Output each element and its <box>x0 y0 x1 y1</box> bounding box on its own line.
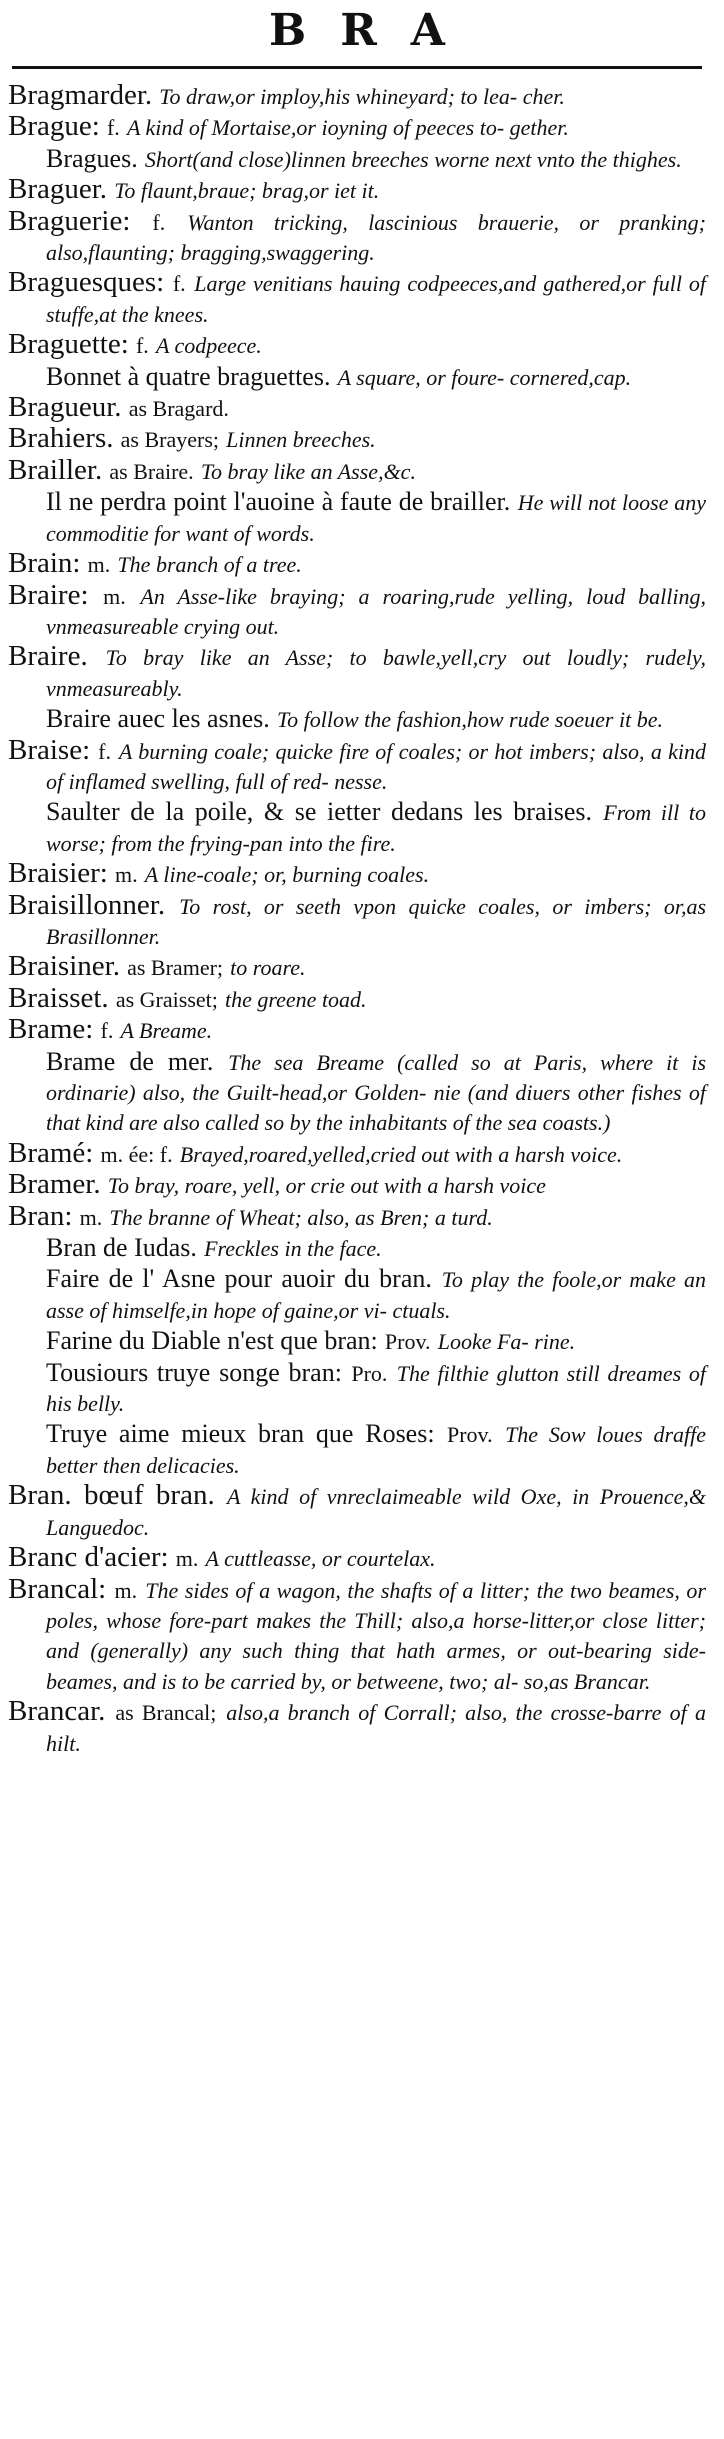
dictionary-entry <box>8 81 706 112</box>
entry-headword: Saulter de la poile, & se ietter dedans les braises. <box>46 797 592 827</box>
entry-headword: Braire auec les asnes. <box>46 704 270 734</box>
entry-definition: He will not loose any commoditie for want of words. <box>46 490 707 546</box>
entry-headword: Farine du Diable n'est que bran: <box>46 1326 378 1356</box>
entry-grammar: m. <box>115 862 138 888</box>
entry-headword: Brague: <box>8 110 100 143</box>
dictionary-entry <box>8 1170 706 1201</box>
dictionary-entry <box>8 112 706 143</box>
entry-definition: The branne of Wheat; also, as Bren; a turd. <box>109 1204 493 1230</box>
entry-definition: the greene toad. <box>225 986 367 1012</box>
entry-definition: The sea Breame (called so at Paris, where it is ordinarie) also, the Guilt-head,or Golden- nie (and diuers other fishes of that kind are also called so by the inhabitants of the sea coasts.) <box>46 1049 707 1136</box>
entry-headword: Braguer. <box>8 173 108 206</box>
entry-grammar: as Brayers; <box>120 427 220 453</box>
entry-headword: Brame de mer. <box>46 1046 214 1076</box>
entry-grammar: f. <box>106 115 120 141</box>
entry-definition: Linnen breeches. <box>226 427 376 453</box>
entry-grammar: Prov. <box>447 1422 493 1448</box>
entry-headword: Brame: <box>8 1013 94 1046</box>
entry-definition: Short(and close)linnen breeches worne next vnto the thighes. <box>144 146 682 172</box>
entry-grammar: m. <box>114 1577 138 1603</box>
sub-entry <box>8 1264 706 1326</box>
entry-definition: Large venitians hauing codpeeces,and gathered,or full of stuffe,at the knees. <box>46 271 706 327</box>
entry-definition: To flaunt,braue; brag,or iet it. <box>114 178 380 204</box>
entry-definition: also,a branch of Corrall; also, the crosse-barre of a hilt. <box>46 1700 707 1756</box>
sub-entry <box>8 144 706 175</box>
entry-definition: To play the foole,or make an asse of himselfe,in hope of gaine,or vi- ctuals. <box>46 1267 707 1323</box>
entry-headword: Bran: <box>8 1199 73 1232</box>
entry-grammar: m. <box>175 1546 199 1572</box>
entry-headword: Braisiner. <box>8 950 120 983</box>
entry-definition: A Breame. <box>120 1018 213 1044</box>
entry-headword: Il ne perdra point l'auoine à faute de brailler. <box>46 487 511 517</box>
entry-headword: Brancar. <box>8 1695 106 1728</box>
sub-entry <box>8 704 706 735</box>
dictionary-entry <box>8 1697 706 1759</box>
dictionary-entry <box>8 1199 706 1233</box>
entry-headword: Faire de l' Asne pour auoir du bran. <box>46 1264 432 1294</box>
entry-definition: To bray like an Asse,&c. <box>200 458 416 484</box>
sub-entry <box>8 1419 706 1481</box>
entry-grammar: m. <box>103 583 126 609</box>
entry-definition: The branch of a tree. <box>117 552 302 578</box>
entry-definition: A burning coale; quicke fire of coales; or hot imbers; also, a kind of inflamed swelling, full of red- nesse. <box>46 738 707 794</box>
entry-headword: Truye aime mieux bran que Roses: <box>46 1419 435 1449</box>
sub-entry <box>8 1233 706 1264</box>
entry-grammar: m. <box>87 552 111 578</box>
dictionary-entry <box>8 424 706 455</box>
dictionary-entry <box>8 1015 706 1046</box>
dictionary-entry <box>8 733 707 798</box>
entry-headword: Brain: <box>8 547 81 580</box>
entry-headword: Bran. bœuf bran. <box>8 1479 215 1512</box>
dictionary-entry <box>8 888 707 953</box>
dictionary-entry <box>8 859 706 890</box>
entry-definition: The filthie glutton still dreames of his belly. <box>46 1360 707 1417</box>
dictionary-entry <box>8 642 706 704</box>
entry-grammar: Prov. <box>384 1329 431 1355</box>
entry-definition: To bray, roare, yell, or crie out with a harsh voice <box>107 1173 546 1199</box>
sub-entry <box>8 797 706 859</box>
entry-definition: A kind of Mortaise,or ioyning of peeces to- gether. <box>126 115 569 141</box>
entry-grammar: m. ée: f. <box>100 1141 173 1167</box>
entry-definition: To draw,or imploy,his whineyard; to lea- cher. <box>159 84 565 109</box>
dictionary-entry <box>8 393 706 424</box>
entry-list <box>8 81 706 1759</box>
entry-headword: Braguerie: <box>8 204 131 237</box>
entry-headword: Bragmarder. <box>8 79 153 111</box>
entry-definition: From ill to worse; from the frying-pan into the fire. <box>46 800 706 856</box>
dictionary-entry <box>8 549 706 580</box>
entry-definition: A line-coale; or, burning coales. <box>144 862 430 888</box>
entry-headword: Brailler. <box>8 453 103 486</box>
entry-grammar: f. <box>98 738 111 764</box>
sub-entry <box>8 1358 706 1420</box>
entry-headword: Bramé: <box>8 1136 94 1169</box>
sub-entry <box>8 362 706 393</box>
entry-grammar: as Bramer; <box>127 955 224 981</box>
entry-grammar: as Bragard. <box>128 396 229 422</box>
dictionary-entry <box>8 204 706 269</box>
dictionary-entry <box>8 453 706 487</box>
entry-grammar: f. <box>172 271 186 297</box>
dictionary-entry <box>8 1572 706 1698</box>
entry-definition: to roare. <box>230 955 306 981</box>
entry-grammar: f. <box>100 1018 114 1044</box>
entry-headword: Brancal: <box>8 1572 107 1605</box>
entry-headword: Tousiours truye songe bran: <box>46 1357 342 1387</box>
entry-definition: The sides of a wagon, the shafts of a litter; the two beames, or poles, whose fore-part makes the Thill; also,a horse-litter,or close litter; and (generally) any such thing that hath armes, or out-bearing side- beames, and is to be carried by, or betweene, two; al- so,as Brancar. <box>46 1577 706 1694</box>
dictionary-entry <box>8 1543 706 1574</box>
entry-grammar: as Graisset; <box>115 986 218 1012</box>
header-rule <box>12 66 702 69</box>
entry-definition: To follow the fashion,how rude soeuer it be. <box>276 707 663 733</box>
entry-headword: Brahiers. <box>8 422 114 455</box>
dictionary-entry <box>8 952 706 983</box>
entry-headword: Braire: <box>8 578 89 611</box>
dictionary-entry <box>8 268 706 330</box>
entry-definition: A square, or foure- cornered,cap. <box>337 364 632 390</box>
entry-definition: To rost, or seeth vpon quicke coales, or imbers; or,as Brasillonner. <box>46 893 707 949</box>
sub-entry <box>8 487 706 549</box>
entry-definition: Wanton tricking, lascinious brauerie, or pranking; also,flaunting; bragging,swaggering. <box>46 209 706 266</box>
entry-headword: Bragueur. <box>8 391 122 424</box>
entry-grammar: f. <box>152 209 166 235</box>
page-header: BRA <box>269 5 479 56</box>
entry-headword: Bragues. <box>46 143 138 173</box>
dictionary-entry <box>8 1481 706 1543</box>
entry-grammar: f. <box>135 333 149 359</box>
entry-headword: Braise: <box>8 733 91 766</box>
entry-definition: A codpeece. <box>155 333 262 359</box>
entry-headword: Braisier: <box>8 857 108 890</box>
entry-definition: Brayed,roared,yelled,cried out with a harsh voice. <box>179 1141 623 1167</box>
entry-headword: Braisillonner. <box>8 888 166 921</box>
entry-definition: A kind of vnreclaimeable wild Oxe, in Prouence,& Languedoc. <box>46 1484 706 1540</box>
entry-definition: The Sow loues draffe better then delicacies. <box>46 1422 707 1478</box>
entry-grammar: as Brancal; <box>115 1700 217 1726</box>
entry-headword: Braisset. <box>8 981 109 1014</box>
entry-grammar: as Braire. <box>109 458 194 484</box>
dictionary-entry <box>8 175 706 206</box>
dictionary-entry <box>8 981 706 1015</box>
dictionary-entry <box>8 578 707 643</box>
sub-entry <box>8 1326 706 1357</box>
entry-headword: Braguesques: <box>8 266 165 299</box>
entry-headword: Bramer. <box>8 1168 101 1201</box>
entry-grammar: m. <box>79 1204 103 1230</box>
entry-headword: Bran de Iudas. <box>46 1233 197 1263</box>
entry-definition: Looke Fa- rine. <box>437 1329 576 1355</box>
entry-headword: Braguette: <box>8 328 129 361</box>
entry-definition: Freckles in the face. <box>204 1236 382 1262</box>
entry-headword: Braire. <box>8 640 88 673</box>
entry-headword: Branc d'acier: <box>8 1541 169 1574</box>
sub-entry <box>8 1047 706 1139</box>
entry-definition: A cuttleasse, or courtelax. <box>205 1546 436 1572</box>
dictionary-entry <box>8 1136 706 1170</box>
entry-definition: To bray like an Asse; to bawle,yell,cry out loudly; rudely, vnmeasureably. <box>46 645 706 701</box>
entry-definition: An Asse-like braying; a roaring,rude yelling, loud balling, vnmeasureable crying out. <box>46 583 707 639</box>
dictionary-entry <box>8 330 706 361</box>
entry-headword: Bonnet à quatre braguettes. <box>46 361 331 391</box>
entry-grammar: Pro. <box>351 1360 388 1386</box>
